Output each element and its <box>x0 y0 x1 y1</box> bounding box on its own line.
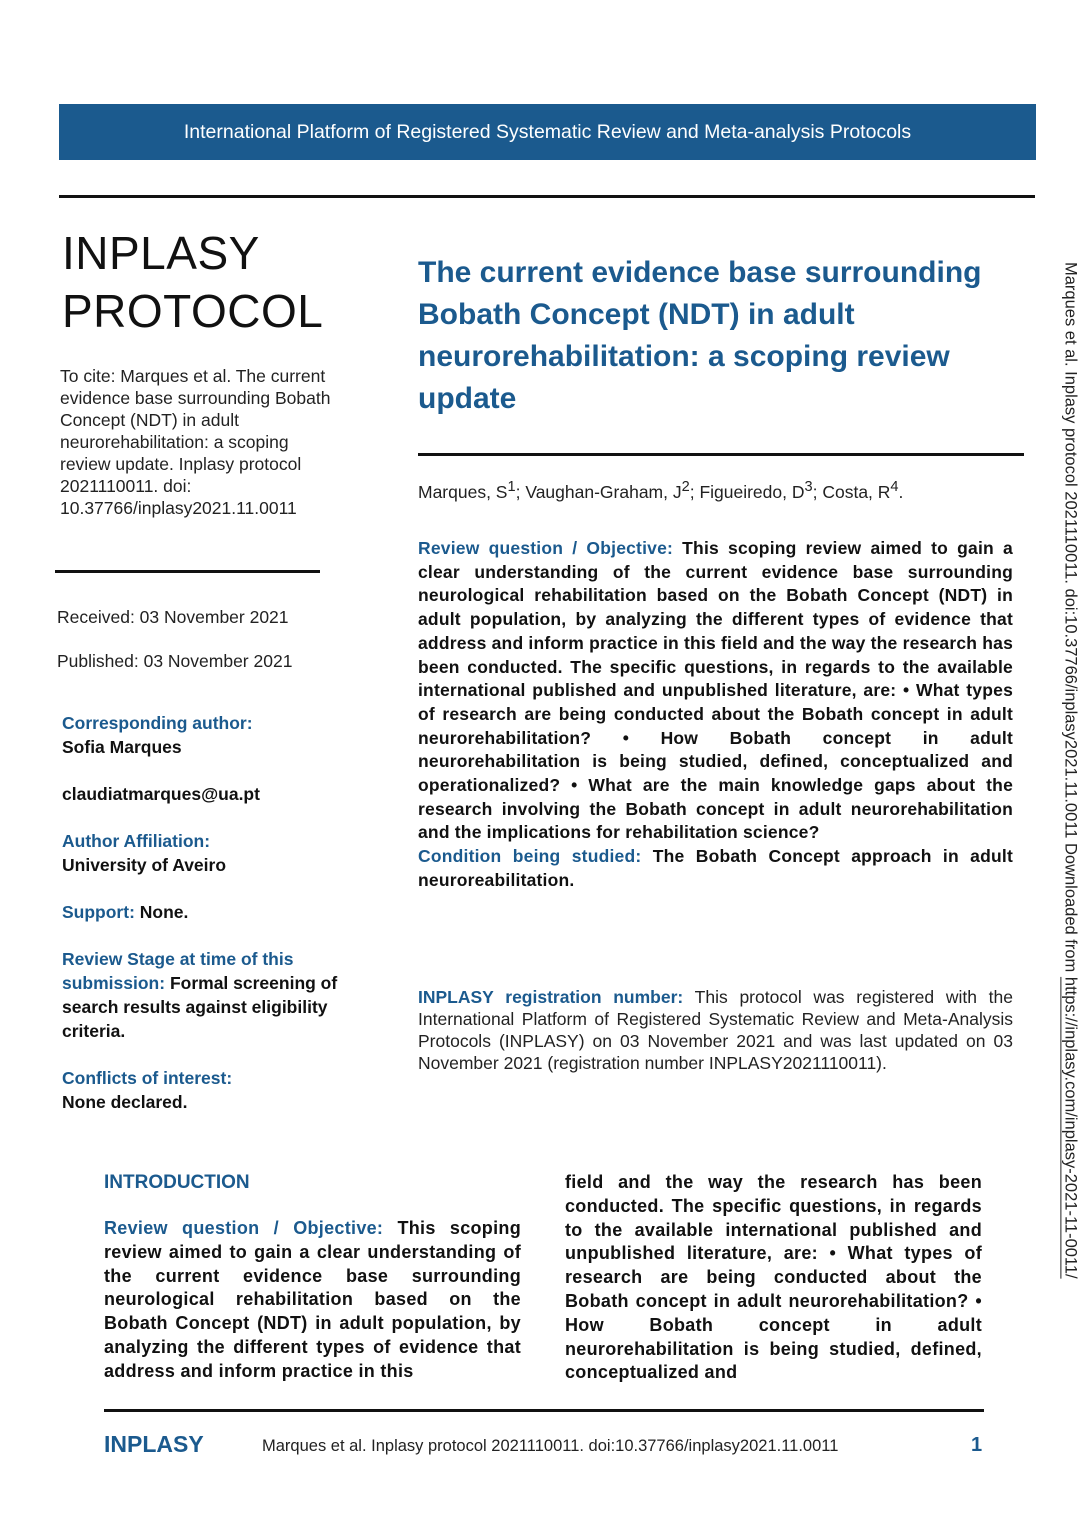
sidebar-rule <box>55 570 320 573</box>
published-date: Published: 03 November 2021 <box>57 651 293 671</box>
registration-block <box>418 986 1013 1074</box>
header-rule <box>59 195 1035 198</box>
author-2-affiliation: 2 <box>681 479 690 495</box>
author-4: ; Costa, R <box>812 481 891 502</box>
author-4-affiliation: 4 <box>890 479 899 495</box>
corresponding-author-label: Corresponding author: <box>62 713 253 733</box>
intro-objective-label: Review question / Objective: <box>104 1218 384 1238</box>
registration-label: INPLASY registration number: <box>418 987 684 1007</box>
registration-text: This protocol was registered with the International Platform of Registered Systematic Review and Meta-Analysis Protocols (INPLASY) on 03 November 2021 and was last updated on 03 November 2021 (registration number INPLASY2021110011). <box>418 987 1013 1073</box>
brand-line-2: PROTOCOL <box>62 285 324 337</box>
support-value: None. <box>134 902 189 922</box>
conflicts-label: Conflicts of interest: <box>62 1068 233 1088</box>
header-banner: International Platform of Registered Systematic Review and Meta-analysis Protocols <box>59 104 1036 160</box>
brand-line-1: INPLASY <box>62 227 260 279</box>
corresponding-author-name: Sofia Marques <box>62 737 182 757</box>
author-list-end: . <box>898 481 904 502</box>
title-rule <box>418 453 1024 456</box>
abstract <box>418 537 1013 893</box>
download-link[interactable]: https://inplasy.com/inplasy-2021-11-0011/ <box>1061 976 1080 1279</box>
author-affiliation <box>62 829 362 877</box>
footer-citation: Marques et al. Inplasy protocol 2021110011. doi:10.37766/inplasy2021.11.0011 <box>262 1437 839 1455</box>
support <box>62 900 362 924</box>
author-1-affiliation: 1 <box>507 479 516 495</box>
abstract-condition <box>418 845 1013 892</box>
corresponding-author <box>62 711 362 759</box>
citation-block: To cite: Marques et al. The current evidence base surrounding Bobath Concept (NDT) in adult neurorehabilitation: a scoping review update. Inplasy protocol 2021110011. doi: 10.37766/inplasy2021.11.0011 <box>60 366 331 518</box>
author-2: ; Vaughan-Graham, J <box>515 481 682 502</box>
review-stage-label: Review Stage at time of this submission: <box>62 949 294 993</box>
author-1: Marques, S <box>418 481 508 502</box>
review-stage-value: Formal screening of search results against eligibility criteria. <box>62 973 338 1041</box>
author-3-affiliation: 3 <box>804 479 813 495</box>
intro-left-text: This scoping review aimed to gain a clear understanding of the current evidence base surrounding neurological rehabilitation based on the Bobath Concept (NDT) in adult population, by analyzing the different types of evidence that address and inform practice in this <box>104 1218 521 1381</box>
author-list <box>418 479 903 503</box>
received-date: Received: 03 November 2021 <box>57 607 289 627</box>
sidebar-info <box>62 711 362 1137</box>
introduction-column-right: field and the way the research has been conducted. The specific questions, in regards to the available international published and unpublished literature, are: • What types of research are being conducted about the Bobath concept in adult neurorehabilitation? • How Bobath concept in adult neurorehabilitation is being studied, defined, conceptualized and <box>565 1172 982 1383</box>
objective-label: Review question / Objective: <box>418 538 674 558</box>
objective-text: This scoping review aimed to gain a clear understanding of the current evidence base surrounding neurological rehabilitation based on the Bobath Concept (NDT) in adult population, by analyzing the different types of evidence that address and inform practice in this field and the way the research has been conducted. The specific questions, in regards to the available international published and unpublished literature, are: • What types of research are being conducted about the Bobath concept in adult neurorehabilitation? • How Bobath concept in adult neurorehabilitation is being studied, defined, conceptualized and operationalized? • What are the main knowledge gaps about the research involving the Bobath concept in adult neurorehabilitation and the implications for rehabilitation science? <box>418 538 1013 843</box>
affiliation-value: University of Aveiro <box>62 855 227 875</box>
author-email-text[interactable]: claudiatmarques@ua.pt <box>62 784 260 804</box>
download-side-note <box>1062 262 1079 1279</box>
condition-label: Condition being studied: <box>418 846 642 867</box>
introduction-column-left <box>104 1217 521 1384</box>
paper-title: The current evidence base surrounding Bobath Concept (NDT) in adult neurorehabilitation: a scoping review update <box>418 256 982 415</box>
abstract-objective <box>418 537 1013 845</box>
conflicts-of-interest <box>62 1066 362 1114</box>
condition-text: The Bobath Concept approach in adult neuroreabilitation. <box>418 846 1013 890</box>
support-label: Support: <box>62 902 135 922</box>
review-stage <box>62 947 362 1043</box>
author-3: ; Figueiredo, D <box>689 481 805 502</box>
introduction-heading: INTRODUCTION <box>104 1172 250 1193</box>
inplasy-protocol-brand <box>62 224 323 340</box>
affiliation-label: Author Affiliation: <box>62 831 211 851</box>
footer-brand: INPLASY <box>104 1431 204 1457</box>
side-note-text: Marques et al. Inplasy protocol 2021110011. doi:10.37766/inplasy2021.11.0011 Downloaded from <box>1061 262 1080 977</box>
page-number: 1 <box>971 1434 983 1456</box>
footer-rule <box>104 1409 984 1412</box>
author-email[interactable] <box>62 782 362 806</box>
conflicts-value: None declared. <box>62 1092 188 1112</box>
